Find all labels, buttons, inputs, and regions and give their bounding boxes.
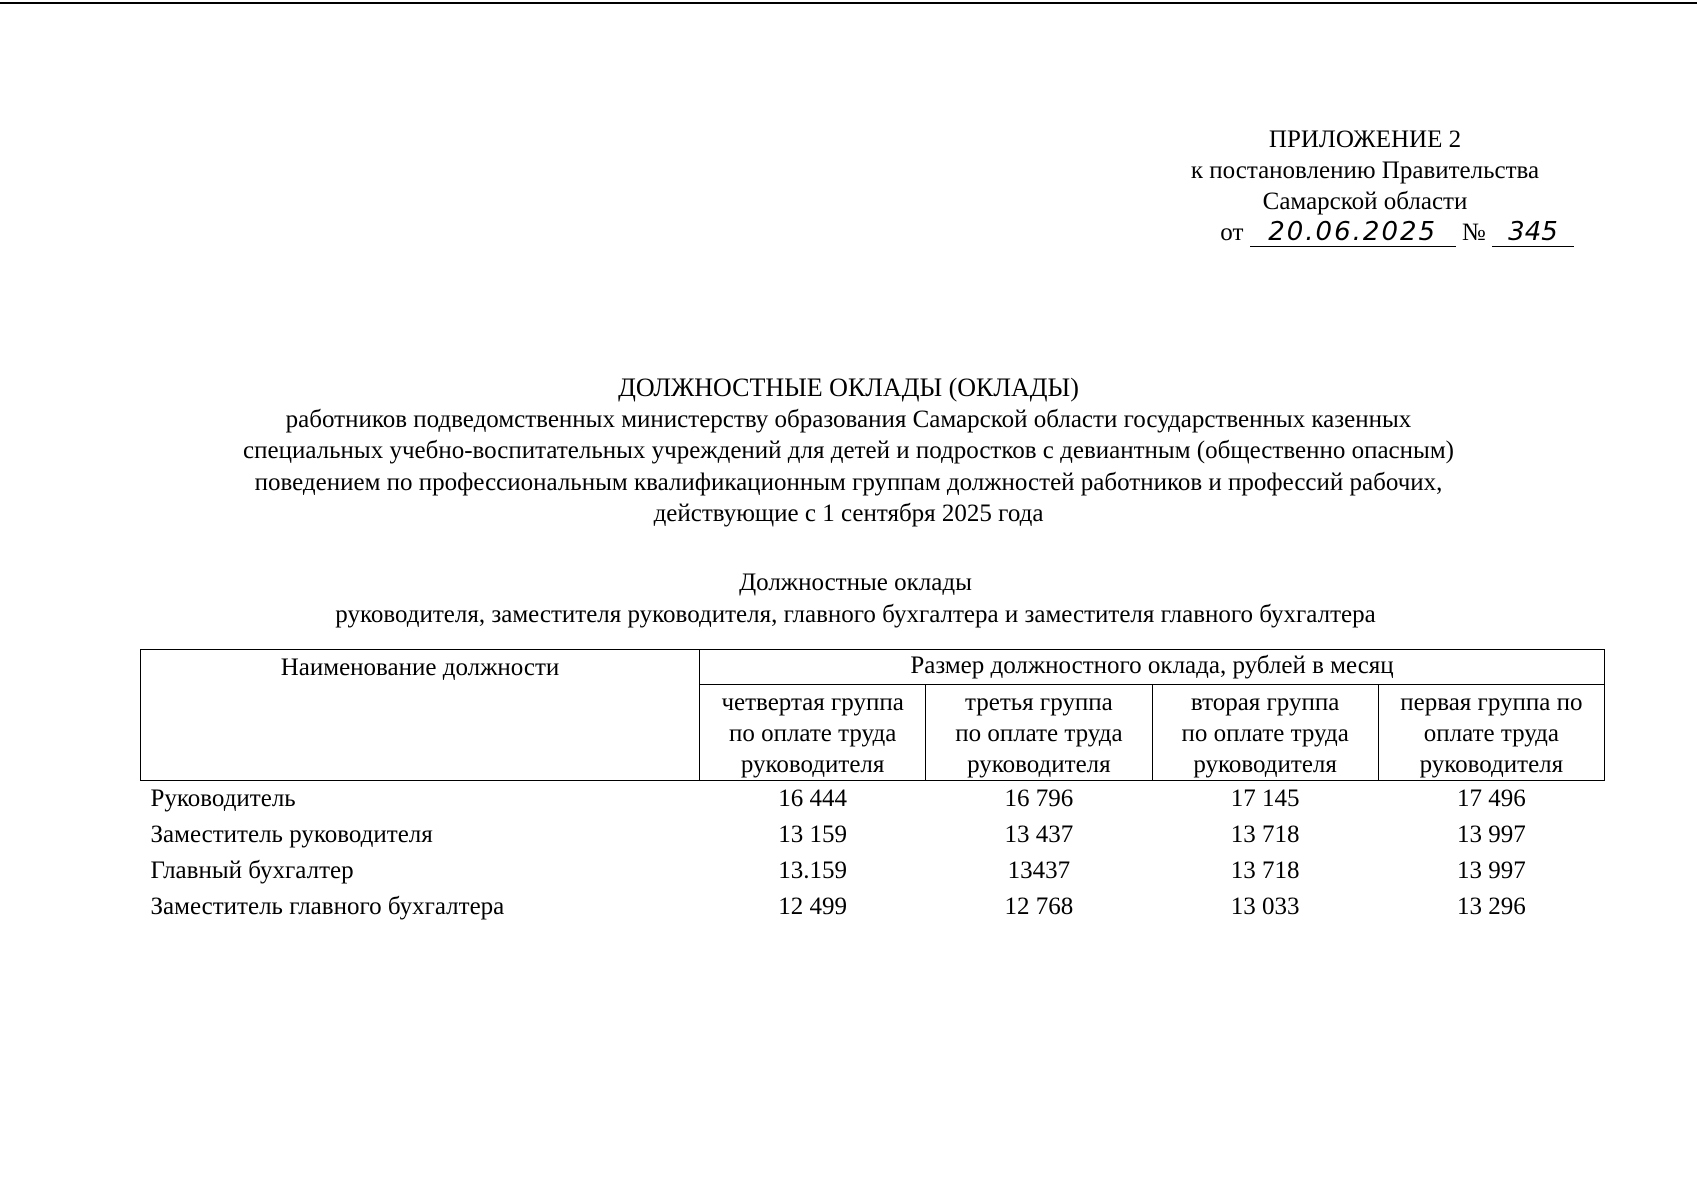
position-column-header: Наименование должности (141, 650, 700, 781)
salary-cell: 16 444 (778, 785, 847, 812)
salary-cell: 13 159 (778, 821, 847, 848)
salary-cell: 13437 (1007, 857, 1071, 884)
document-description-line-2: специальных учебно-воспитательных учреждений для детей и подростков с девиантным (общественно опасным) (243, 437, 1454, 464)
salary-cell: 13 718 (1230, 857, 1300, 884)
position-cell: Заместитель главного бухгалтера (150, 893, 505, 920)
handwritten-number: 345 (1492, 218, 1574, 247)
appendix-region-line: Самарской области (1262, 188, 1468, 215)
appendix-title: ПРИЛОЖЕНИЕ 2 (1268, 126, 1462, 153)
document-title: ДОЛЖНОСТНЫЕ ОКЛАДЫ (ОКЛАДЫ) (618, 373, 1079, 402)
section-subtitle: руководителя, заместителя руководителя, главного бухгалтера и заместителя главного бухгалтера (335, 601, 1376, 628)
table-row (141, 817, 1605, 853)
document-description-line-3: поведением по профессиональным квалификационным группам должностей работников и профессий рабочих, (254, 468, 1443, 496)
table-row (141, 853, 1605, 889)
salary-cell: 13 997 (1457, 821, 1526, 848)
table-row (141, 889, 1605, 925)
group-4-header-line: по оплате труда (728, 720, 897, 747)
salary-cell: 13 437 (1004, 821, 1074, 848)
group-1-header (1378, 685, 1604, 781)
group-3-header-line: по оплате труда (955, 720, 1123, 747)
group-1-header-line: руководителя (1419, 751, 1564, 778)
group-2-header-line: по оплате труда (1181, 720, 1349, 747)
salary-cell: 13 718 (1230, 821, 1300, 848)
appendix-header (1150, 124, 1580, 248)
date-prefix: от (1220, 219, 1244, 246)
section-heading (0, 567, 1697, 631)
group-3-header (926, 685, 1152, 781)
handwritten-date: 20.06.2025 (1250, 218, 1456, 247)
salary-cell: 17 496 (1457, 785, 1526, 812)
group-2-header (1152, 685, 1378, 781)
salary-cell: 12 768 (1004, 893, 1074, 920)
document-title-block (0, 372, 1697, 530)
group-4-header (700, 685, 926, 781)
appendix-resolution-line: к постановлению Правительства (1190, 157, 1540, 184)
top-border-line (0, 2, 1697, 4)
group-4-header-line: четвертая группа (721, 689, 904, 716)
number-prefix: № (1461, 219, 1486, 246)
position-cell: Главный бухгалтер (150, 857, 354, 884)
salary-column-group-header: Размер должностного оклада, рублей в месяц (700, 650, 1605, 685)
group-2-header-line: руководителя (1193, 751, 1337, 778)
salary-cell: 16 796 (1004, 785, 1074, 812)
salary-cell: 17 145 (1230, 785, 1300, 812)
salary-cell: 13.159 (778, 857, 847, 884)
group-3-header-line: руководителя (967, 751, 1111, 778)
group-1-header-line: первая группа по (1400, 689, 1583, 716)
salary-cell: 13 296 (1457, 893, 1526, 920)
salary-cell: 12 499 (778, 893, 847, 920)
document-description-line-1: работников подведомственных министерству образования Самарской области государственных казенных (285, 405, 1412, 433)
salary-table (140, 649, 1605, 925)
salary-cell: 13 033 (1230, 893, 1300, 920)
group-1-header-line: оплате труда (1423, 720, 1559, 747)
group-4-header-line: руководителя (740, 751, 885, 778)
appendix-date-line (1150, 217, 1580, 248)
salary-cell: 13 997 (1457, 857, 1526, 884)
document-description-line-4: действующие с 1 сентября 2025 года (653, 500, 1044, 527)
position-cell: Руководитель (150, 785, 296, 812)
section-title: Должностные оклады (739, 569, 972, 596)
group-3-header-line: третья группа (965, 689, 1113, 716)
table-row (141, 781, 1605, 818)
group-2-header-line: вторая группа (1190, 689, 1340, 716)
position-cell: Заместитель руководителя (150, 821, 433, 848)
